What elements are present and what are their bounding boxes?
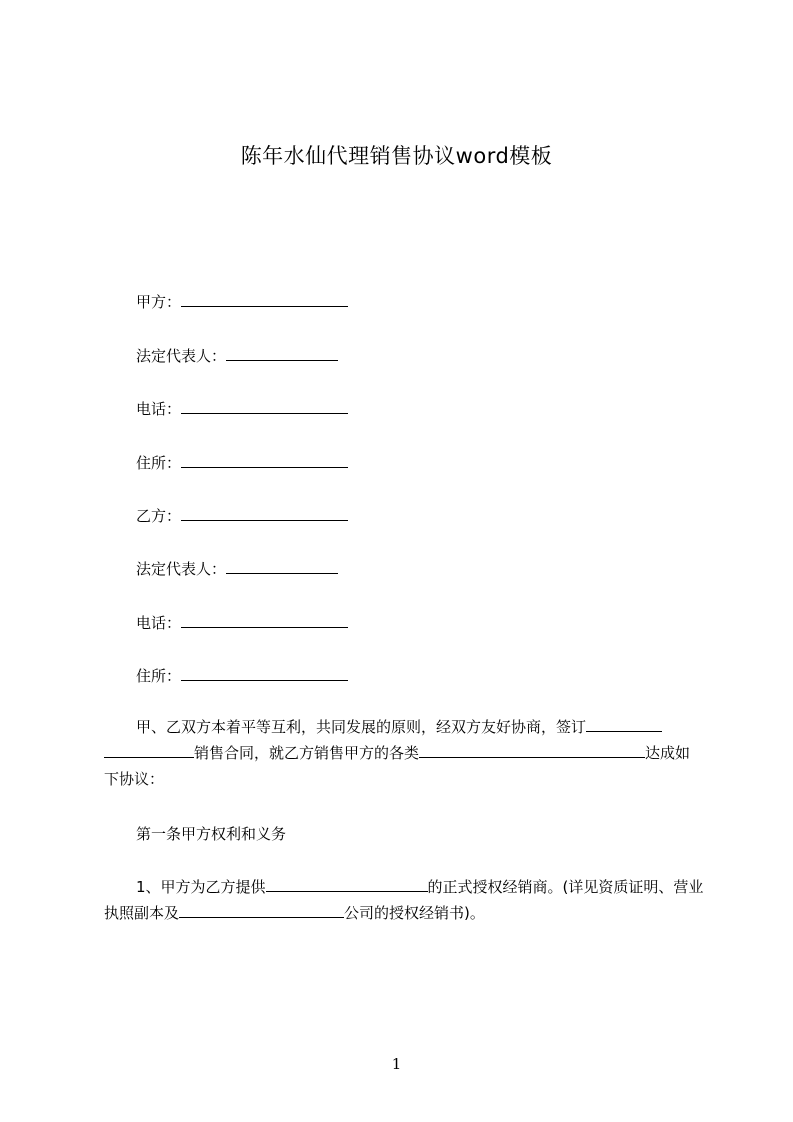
document-title: 陈年水仙代理销售协议word模板 xyxy=(240,144,553,168)
fill-in-blank[interactable] xyxy=(226,345,338,361)
fill-in-blank[interactable] xyxy=(104,742,194,758)
party-b-address-field xyxy=(136,665,348,686)
clause-text: 的正式授权经销商。(详见资质证明、营业执照副本及 xyxy=(104,878,704,922)
fill-in-blank[interactable] xyxy=(181,665,348,681)
party-a-field xyxy=(136,291,348,312)
party-a-address-field xyxy=(136,452,348,473)
party-b-phone-field xyxy=(136,612,348,633)
fill-in-blank[interactable] xyxy=(181,452,348,468)
field-label: 电话： xyxy=(136,400,182,418)
fill-in-blank[interactable] xyxy=(181,398,348,414)
party-b-field xyxy=(136,505,348,526)
fill-in-blank[interactable] xyxy=(181,505,348,521)
intro-text: 甲、乙双方本着平等互利，共同发展的原则，经双方友好协商，签订 xyxy=(136,718,587,736)
section-heading: 第一条甲方权利和义务 xyxy=(136,825,287,843)
clause-text: 1、甲方为乙方提供 xyxy=(136,878,266,896)
field-label: 住所： xyxy=(136,454,182,472)
field-label: 住所： xyxy=(136,667,182,685)
party-a-representative-field xyxy=(136,345,338,366)
fill-in-blank[interactable] xyxy=(586,716,662,732)
intro-text: 达成如下协议： xyxy=(104,744,691,788)
fill-in-blank[interactable] xyxy=(419,742,645,758)
field-label: 甲方： xyxy=(136,293,182,311)
party-b-representative-field xyxy=(136,558,338,579)
fill-in-blank[interactable] xyxy=(179,902,344,918)
field-label: 电话： xyxy=(136,614,182,632)
page-number: 1 xyxy=(391,1055,402,1073)
intro-text: 销售合同，就乙方销售甲方的各类 xyxy=(194,744,420,762)
clause-text: 公司的授权经销书)。 xyxy=(344,904,485,922)
fill-in-blank[interactable] xyxy=(266,876,428,892)
field-label: 法定代表人： xyxy=(136,347,227,365)
field-label: 法定代表人： xyxy=(136,560,227,578)
clause-1-paragraph xyxy=(104,874,704,926)
intro-paragraph xyxy=(104,714,704,792)
fill-in-blank[interactable] xyxy=(181,291,348,307)
party-a-phone-field xyxy=(136,398,348,419)
field-label: 乙方： xyxy=(136,507,182,525)
fill-in-blank[interactable] xyxy=(226,558,338,574)
fill-in-blank[interactable] xyxy=(181,612,348,628)
